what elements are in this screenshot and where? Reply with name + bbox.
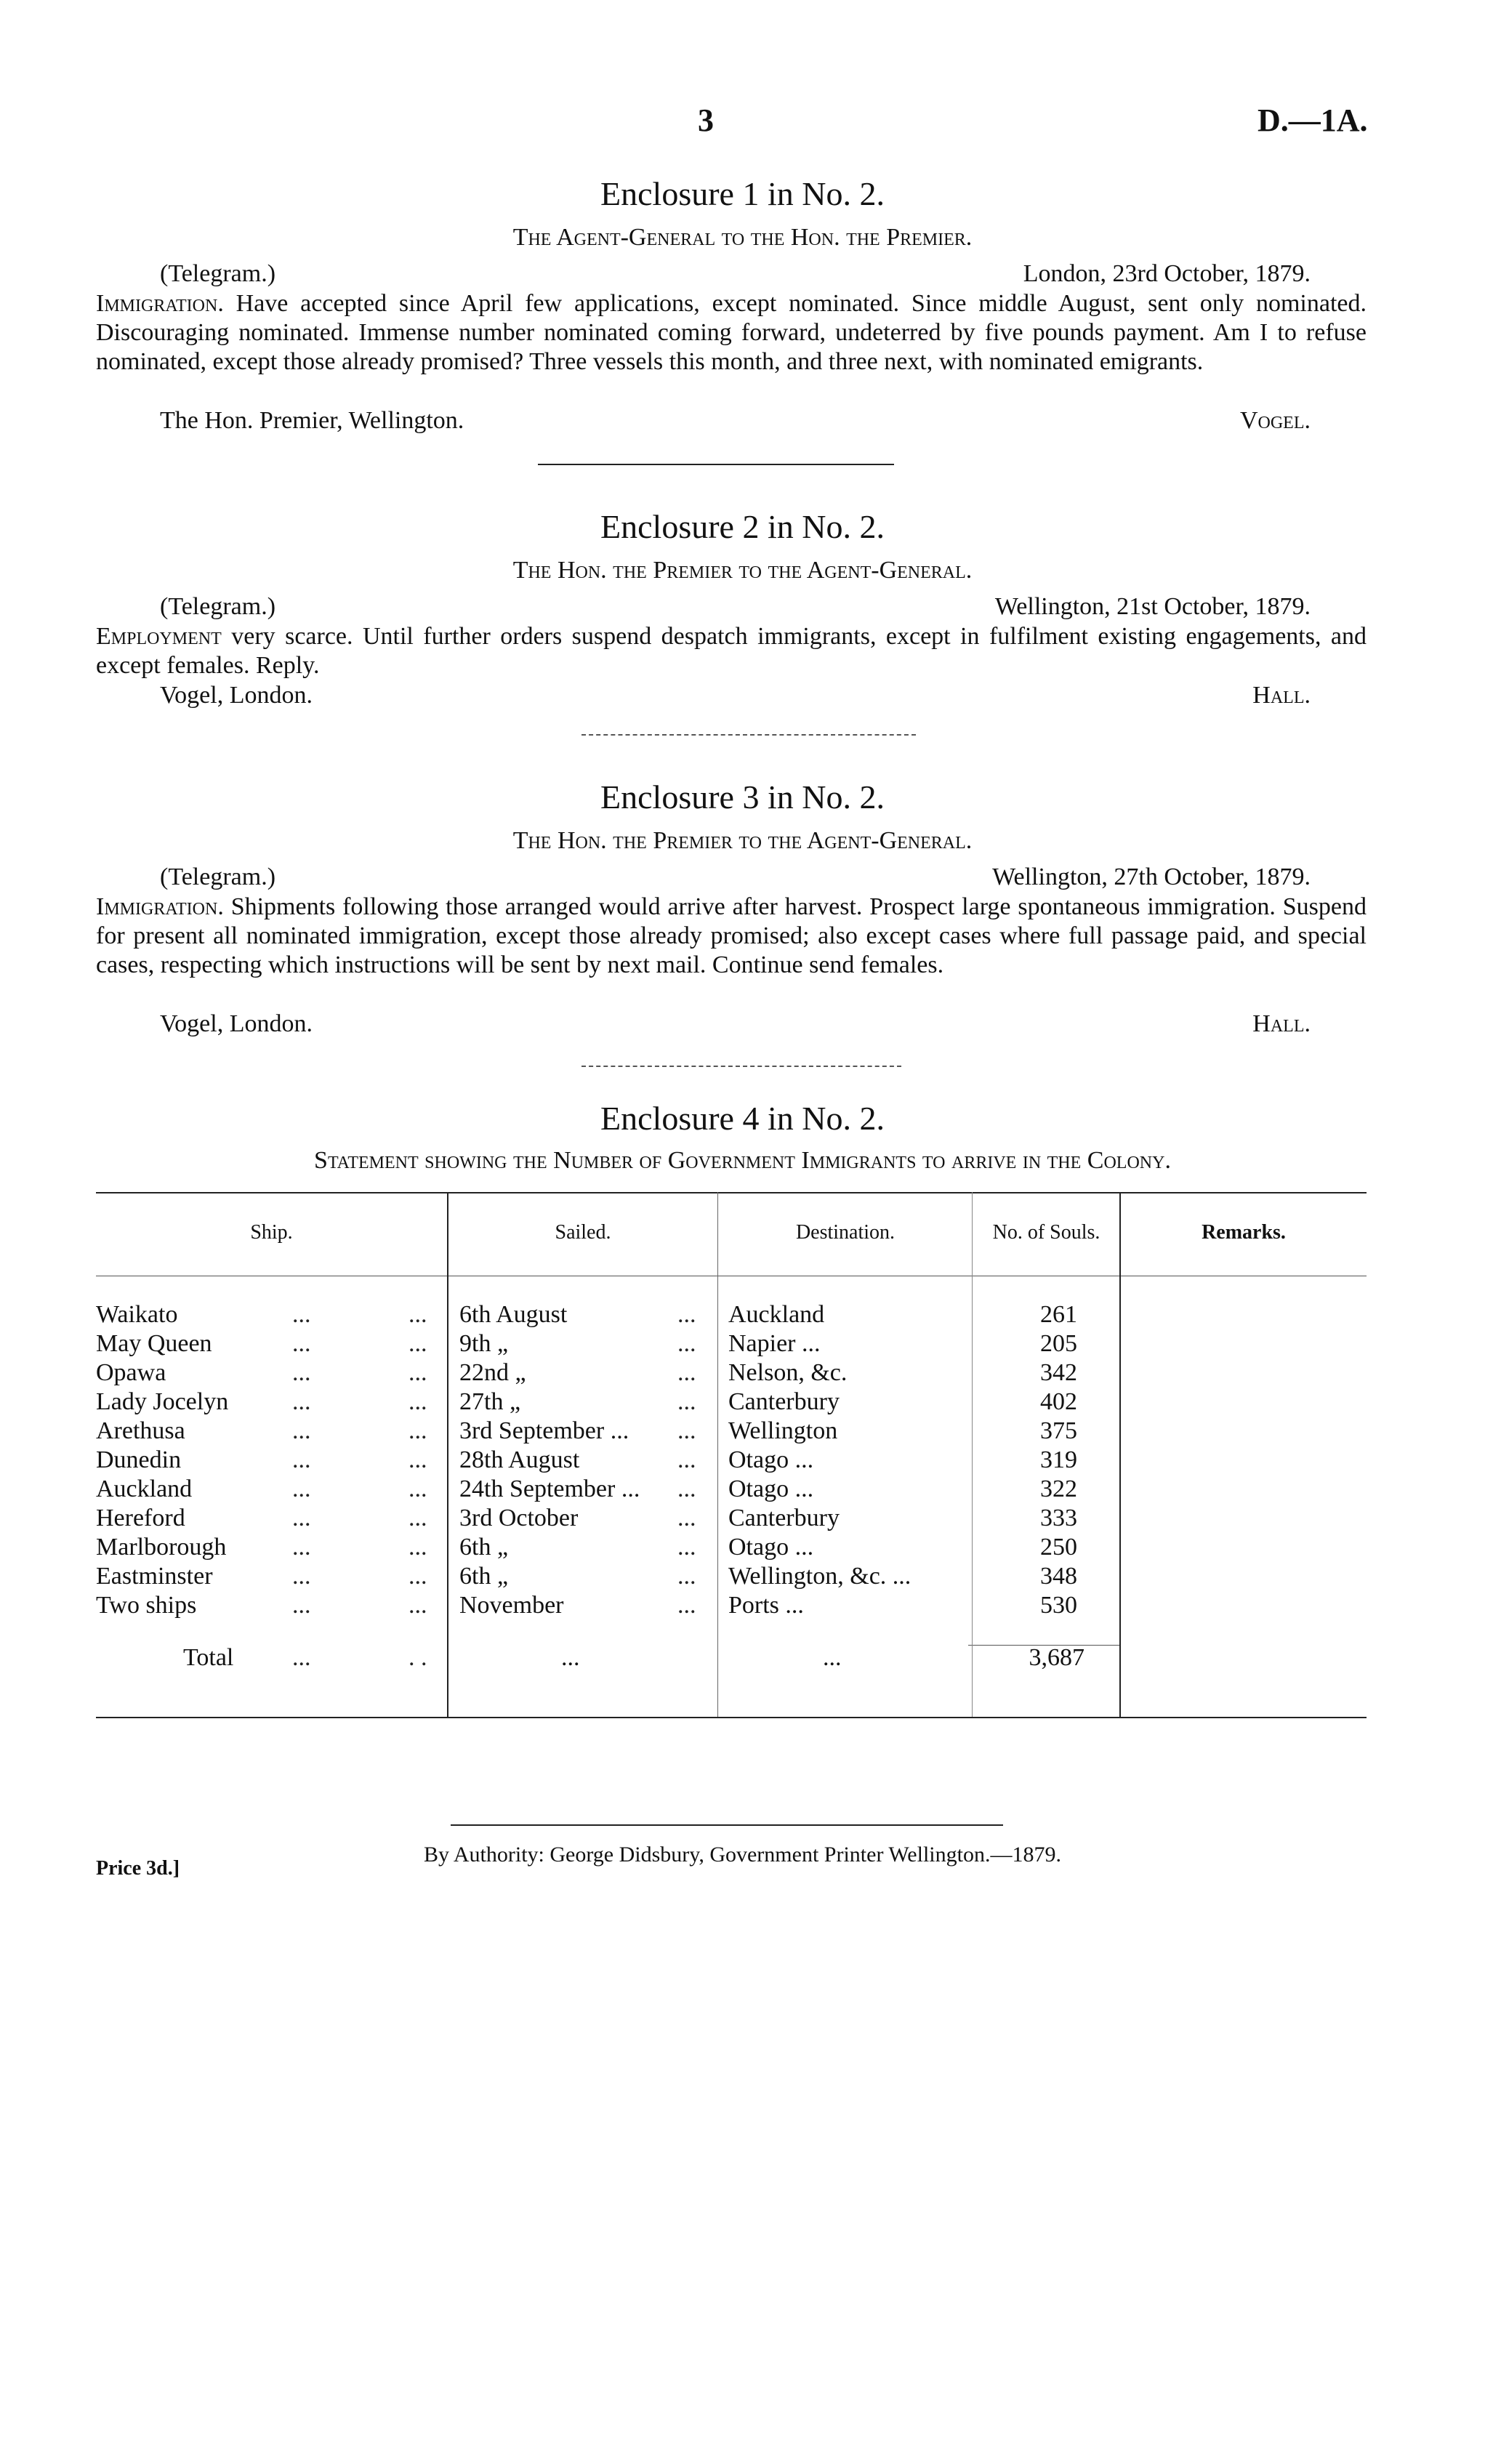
enclosure-2-subtitle: The Hon. the Premier to the Agent-General. — [512, 557, 973, 584]
leader-dots: ... — [292, 1475, 311, 1502]
leader-dots: ... — [409, 1563, 427, 1590]
enclosure-1-telegram-label: (Telegram.) — [160, 260, 276, 287]
row-destination: Wellington, &c. ... — [728, 1563, 911, 1590]
column-divider — [1119, 1192, 1121, 1717]
leader-dots: ... — [292, 1505, 311, 1531]
header-remarks: Remarks. — [1202, 1221, 1286, 1244]
leader-dots: ... — [409, 1359, 427, 1386]
enclosure-4-title: Enclosure 4 in No. 2. — [600, 1100, 885, 1137]
leader-dots: ... — [292, 1417, 311, 1444]
row-sailed: 6th „ — [459, 1534, 509, 1561]
divider — [538, 464, 894, 465]
row-ship: Lady Jocelyn — [96, 1388, 229, 1415]
table-bottom-rule — [96, 1717, 1367, 1718]
row-destination: Otago ... — [728, 1446, 814, 1473]
row-souls: 319 — [1040, 1446, 1077, 1473]
total-destination: ... — [823, 1644, 842, 1671]
leader-dots: ... — [409, 1475, 427, 1502]
row-souls: 333 — [1040, 1505, 1077, 1531]
row-ship: Marlborough — [96, 1534, 227, 1561]
row-souls: 322 — [1040, 1475, 1077, 1502]
row-ship: Arethusa — [96, 1417, 185, 1444]
row-ship: Eastminster — [96, 1563, 213, 1590]
enclosure-3-telegram-label: (Telegram.) — [160, 863, 276, 890]
row-destination: Napier ... — [728, 1330, 821, 1357]
enclosure-3-address: Vogel, London. — [160, 1010, 313, 1037]
leader-dots: ... — [409, 1592, 427, 1619]
leader-dots: ... — [677, 1534, 696, 1561]
row-ship: Waikato — [96, 1301, 178, 1328]
leader-dots: ... — [677, 1505, 696, 1531]
enclosure-3-text: Shipments following those arranged would arrive after harvest. Prospect large spontaneous immigration. Suspend for present all nominated immigration, except those already promised; also except cases where full passage paid, and special cases, respecting which instructions will be sent by next mail. Continue send females. — [96, 893, 1367, 978]
leader-dots: ... — [677, 1359, 696, 1386]
leader-dots: ... — [292, 1330, 311, 1357]
enclosure-2-signature: Hall. — [1252, 682, 1311, 709]
enclosure-2-title: Enclosure 2 in No. 2. — [600, 508, 885, 545]
enclosure-1-text: Have accepted since April few applications, except nominated. Since middle August, sent only nominated. Discouraging nominated. Immense number nominated coming forward, undeterred by five pounds payment. Am I to refuse nominated, except those already promised? Three vessels this month, and three next, with nominated emigrants. — [96, 290, 1367, 375]
enclosure-3-lead: Immigration. — [96, 893, 224, 920]
row-sailed: 6th August — [459, 1301, 568, 1328]
row-sailed: November — [459, 1592, 564, 1619]
row-destination: Canterbury — [728, 1388, 840, 1415]
row-destination: Otago ... — [728, 1475, 814, 1502]
enclosure-2-address: Vogel, London. — [160, 682, 313, 709]
leader-dots: ... — [409, 1388, 427, 1415]
leader-dots: ... — [292, 1644, 311, 1671]
row-souls: 375 — [1040, 1417, 1077, 1444]
leader-dots: ... — [409, 1417, 427, 1444]
enclosure-3-title: Enclosure 3 in No. 2. — [600, 778, 885, 816]
leader-dots: ... — [409, 1505, 427, 1531]
total-label: Total — [183, 1644, 234, 1671]
row-destination: Otago ... — [728, 1534, 814, 1561]
row-souls: 402 — [1040, 1388, 1077, 1415]
page-number: 3 — [698, 102, 714, 138]
leader-dots: ... — [677, 1446, 696, 1473]
column-divider — [717, 1192, 718, 1717]
leader-dots: ... — [677, 1388, 696, 1415]
row-destination: Nelson, &c. — [728, 1359, 848, 1386]
row-ship: May Queen — [96, 1330, 212, 1357]
row-ship: Dunedin — [96, 1446, 182, 1473]
leader-dots: ... — [409, 1534, 427, 1561]
row-sailed: 3rd October — [459, 1505, 579, 1531]
leader-dots: . . — [409, 1644, 427, 1671]
row-souls: 348 — [1040, 1563, 1077, 1590]
row-souls: 205 — [1040, 1330, 1077, 1357]
row-sailed: 3rd September ... — [459, 1417, 629, 1444]
header-souls: No. of Souls. — [992, 1221, 1100, 1244]
row-sailed: 6th „ — [459, 1563, 509, 1590]
row-souls: 342 — [1040, 1359, 1077, 1386]
enclosure-1-address: The Hon. Premier, Wellington. — [160, 407, 464, 434]
divider — [581, 734, 916, 736]
row-ship: Auckland — [96, 1475, 193, 1502]
column-divider — [972, 1192, 973, 1717]
leader-dots: ... — [292, 1534, 311, 1561]
leader-dots: ... — [292, 1301, 311, 1328]
row-sailed: 9th „ — [459, 1330, 509, 1357]
enclosure-2-telegram-label: (Telegram.) — [160, 593, 276, 620]
row-ship: Opawa — [96, 1359, 166, 1386]
row-souls: 530 — [1040, 1592, 1077, 1619]
leader-dots: ... — [677, 1330, 696, 1357]
enclosure-4-subtitle: Statement showing the Number of Government Immigrants to arrive in the Colony. — [314, 1147, 1171, 1174]
total-souls: 3,687 — [1029, 1644, 1084, 1671]
enclosure-1-subtitle: The Agent-General to the Hon. the Premier. — [512, 224, 973, 251]
price-label: Price 3d.] — [96, 1857, 180, 1880]
row-sailed: 22nd „ — [459, 1359, 526, 1386]
leader-dots: ... — [409, 1446, 427, 1473]
row-destination: Auckland — [728, 1301, 825, 1328]
enclosure-2-text: very scarce. Until further orders suspend despatch immigrants, except in fulfilment existing engagements, and except females. Reply. — [96, 623, 1367, 679]
row-sailed: 24th September ... — [459, 1475, 640, 1502]
enclosure-3-signature: Hall. — [1252, 1010, 1311, 1037]
leader-dots: ... — [292, 1359, 311, 1386]
immigrants-table — [96, 1192, 1367, 1723]
enclosure-3-body — [96, 893, 1367, 980]
row-destination: Ports ... — [728, 1592, 804, 1619]
divider — [581, 1066, 901, 1067]
column-divider — [447, 1192, 448, 1717]
row-destination: Canterbury — [728, 1505, 840, 1531]
enclosure-2-lead: Employment — [96, 623, 222, 650]
leader-dots: ... — [409, 1330, 427, 1357]
leader-dots: ... — [677, 1417, 696, 1444]
table-top-rule — [96, 1192, 1367, 1193]
enclosure-3-date: Wellington, 27th October, 1879. — [992, 863, 1311, 890]
leader-dots: ... — [409, 1301, 427, 1328]
row-ship: Two ships — [96, 1592, 197, 1619]
footer-rule — [451, 1824, 1003, 1826]
enclosure-1-title: Enclosure 1 in No. 2. — [600, 175, 885, 212]
enclosure-1-signature: Vogel. — [1239, 407, 1311, 434]
leader-dots: ... — [292, 1446, 311, 1473]
leader-dots: ... — [677, 1563, 696, 1590]
enclosure-2-body — [96, 622, 1367, 680]
row-destination: Wellington — [728, 1417, 838, 1444]
leader-dots: ... — [677, 1592, 696, 1619]
header-ship: Ship. — [250, 1221, 293, 1244]
header-destination: Destination. — [795, 1221, 896, 1244]
leader-dots: ... — [292, 1592, 311, 1619]
row-ship: Hereford — [96, 1505, 185, 1531]
enclosure-1-date: London, 23rd October, 1879. — [1023, 260, 1311, 287]
leader-dots: ... — [677, 1301, 696, 1328]
header-sailed: Sailed. — [555, 1221, 611, 1244]
enclosure-2-date: Wellington, 21st October, 1879. — [994, 593, 1311, 620]
row-sailed: 27th „ — [459, 1388, 521, 1415]
leader-dots: ... — [677, 1475, 696, 1502]
row-souls: 261 — [1040, 1301, 1077, 1328]
enclosure-3-subtitle: The Hon. the Premier to the Agent-General. — [512, 827, 973, 854]
leader-dots: ... — [292, 1563, 311, 1590]
enclosure-1-lead: Immigration. — [96, 290, 224, 317]
printer-imprint: By Authority: George Didsbury, Government Printer Wellington.—1879. — [424, 1843, 1061, 1867]
leader-dots: ... — [292, 1388, 311, 1415]
total-sailed: ... — [561, 1644, 580, 1671]
row-sailed: 28th August — [459, 1446, 580, 1473]
document-reference: D.—1A. — [1257, 102, 1368, 138]
row-souls: 250 — [1040, 1534, 1077, 1561]
enclosure-1-body — [96, 289, 1367, 377]
